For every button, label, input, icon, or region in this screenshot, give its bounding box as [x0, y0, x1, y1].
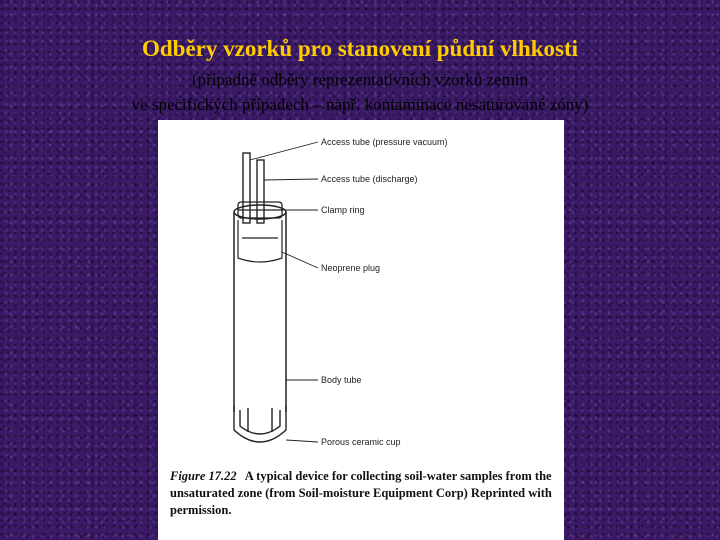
porous-ceramic-cup — [234, 406, 286, 442]
leader-access-pressure — [250, 142, 318, 160]
label-body-tube: Body tube — [321, 375, 362, 385]
leader-access-discharge — [264, 179, 318, 180]
slide-title: Odběry vzorků pro stanovení půdní vlhkosti — [141, 36, 579, 61]
sampler-figure — [158, 120, 564, 540]
label-clamp-ring: Clamp ring — [321, 205, 365, 215]
neoprene-plug — [238, 220, 282, 262]
slide-subtitle-line-1: (případně odběry reprezentativních vzorků zemin — [191, 70, 529, 89]
leader-neoprene-plug — [282, 252, 318, 268]
sampler-diagram — [158, 120, 564, 465]
label-access-tube-discharge: Access tube (discharge) — [321, 174, 418, 184]
body-tube — [234, 205, 286, 412]
figure-caption-text: A typical device for collecting soil-water samples from the unsaturated zone (from Soil-moisture Equipment Corp) Reprinted with permission. — [170, 469, 552, 517]
figure-number: Figure 17.22 — [170, 469, 237, 483]
figure-caption — [170, 468, 555, 519]
access-tubes — [243, 153, 264, 223]
leader-porous-cup — [286, 440, 318, 442]
slide-subtitle-line-2: ve specifických případech – např. kontaminace nesaturované zóny) — [131, 95, 589, 114]
label-neoprene-plug: Neoprene plug — [321, 263, 381, 273]
label-porous-ceramic-cup: Porous ceramic cup — [321, 437, 401, 447]
label-access-tube-pressure: Access tube (pressure vacuum) — [321, 137, 448, 147]
